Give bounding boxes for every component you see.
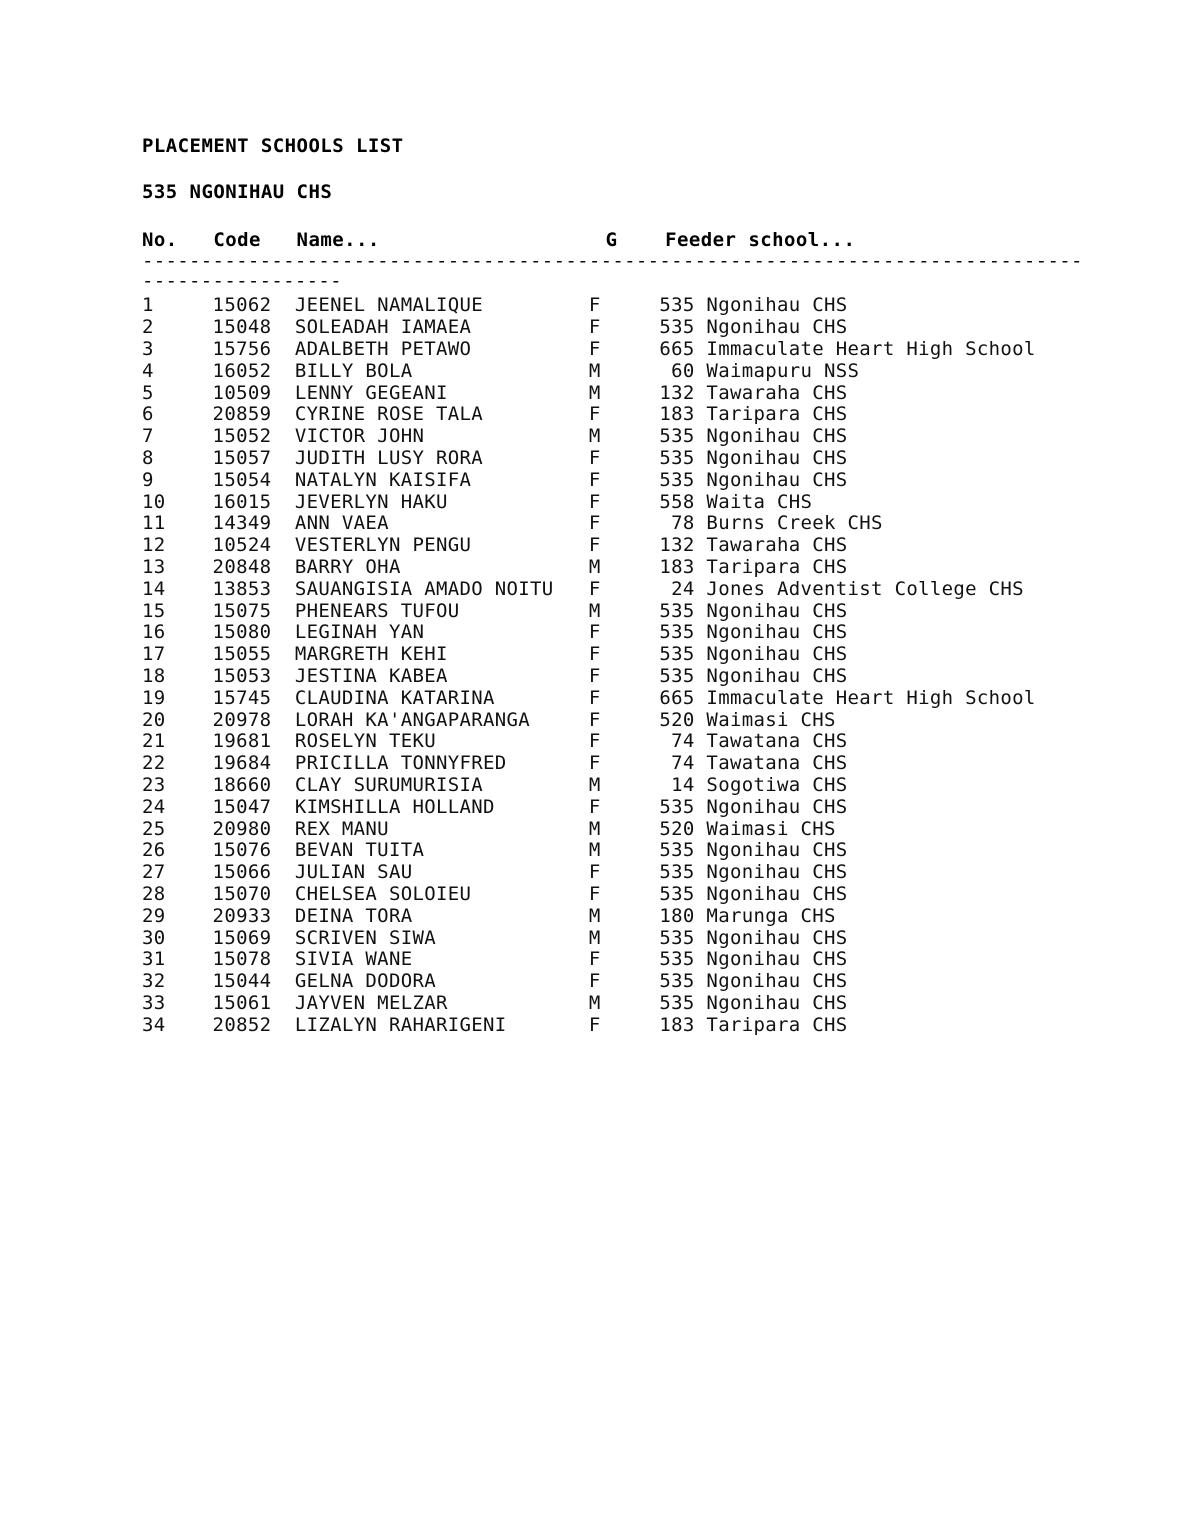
table-row: 27 15066 JULIAN SAU F 535 Ngonihau CHS [142, 861, 848, 884]
table-row: 15 15075 PHENEARS TUFOU M 535 Ngonihau CHS [142, 599, 848, 622]
spacer-after-title [142, 158, 1142, 182]
table-row: 24 15047 KIMSHILLA HOLLAND F 535 Ngonihau CHS [142, 795, 848, 818]
table-row: 19 15745 CLAUDINA KATARINA F 665 Immaculate Heart High School [142, 686, 1036, 709]
table-row: 22 19684 PRICILLA TONNYFRED F 74 Tawatana CHS [142, 752, 848, 775]
table-header-row: No. Code Name... G Feeder school... [142, 228, 856, 251]
table-row: 32 15044 GELNA DODORA F 535 Ngonihau CHS [142, 970, 848, 993]
table-row: 21 19681 ROSELYN TEKU F 74 Tawatana CHS [142, 730, 848, 753]
table-row: 14 13853 SAUANGISIA AMADO NOITU F 24 Jones Adventist College CHS [142, 577, 1024, 600]
table-row: 4 16052 BILLY BOLA M 60 Waimapuru NSS [142, 359, 860, 382]
table-row: 29 20933 DEINA TORA M 180 Marunga CHS [142, 904, 836, 927]
table-row: 10 16015 JEVERLYN HAKU F 558 Waita CHS [142, 490, 813, 513]
table-row: 2 15048 SOLEADAH IAMAEA F 535 Ngonihau CHS [142, 316, 848, 339]
table-row: 23 18660 CLAY SURUMURISIA M 14 Sogotiwa CHS [142, 773, 848, 796]
document-body [142, 136, 1142, 1036]
table-row: 6 20859 CYRINE ROSE TALA F 183 Taripara CHS [142, 403, 848, 426]
table-row: 31 15078 SIVIA WANE F 535 Ngonihau CHS [142, 948, 848, 971]
table-row: 3 15756 ADALBETH PETAWO F 665 Immaculate Heart High School [142, 337, 1036, 360]
table-row: 8 15057 JUDITH LUSY RORA F 535 Ngonihau CHS [142, 446, 848, 469]
table-row: 33 15061 JAYVEN MELZAR M 535 Ngonihau CHS [142, 991, 848, 1014]
table-row: 5 10509 LENNY GEGEANI M 132 Tawaraha CHS [142, 381, 848, 404]
table-row: 17 15055 MARGRETH KEHI F 535 Ngonihau CHS [142, 643, 848, 666]
page-title: PLACEMENT SCHOOLS LIST [142, 135, 404, 157]
table-row: 16 15080 LEGINAH YAN F 535 Ngonihau CHS [142, 621, 848, 644]
school-heading: 535 NGONIHAU CHS [142, 180, 333, 203]
table-row: 1 15062 JEENEL NAMALIQUE F 535 Ngonihau CHS [142, 294, 848, 317]
table-row: 28 15070 CHELSEA SOLOIEU F 535 Ngonihau CHS [142, 882, 848, 905]
table-body [142, 295, 1142, 1036]
separator-line-primary: -------------------------------------------------------------------------------- [142, 250, 1083, 273]
table-row: 18 15053 JESTINA KABEA F 535 Ngonihau CHS [142, 664, 848, 687]
table-row: 26 15076 BEVAN TUITA M 535 Ngonihau CHS [142, 839, 848, 862]
table-row: 34 20852 LIZALYN RAHARIGENI F 183 Taripara CHS [142, 1013, 848, 1036]
table-row: 9 15054 NATALYN KAISIFA F 535 Ngonihau CHS [142, 468, 848, 491]
table-row: 11 14349 ANN VAEA F 78 Burns Creek CHS [142, 512, 883, 535]
table-row: 12 10524 VESTERLYN PENGU F 132 Tawaraha CHS [142, 534, 848, 557]
table-row: 13 20848 BARRY OHA M 183 Taripara CHS [142, 555, 848, 578]
table-row: 25 20980 REX MANU M 520 Waimasi CHS [142, 817, 836, 840]
table-row: 30 15069 SCRIVEN SIWA M 535 Ngonihau CHS [142, 926, 848, 949]
spacer-after-heading [142, 204, 1142, 230]
separator-line-wrap: ----------------- [142, 270, 342, 293]
table-row: 20 20978 LORAH KA'ANGAPARANGA F 520 Waimasi CHS [142, 708, 836, 731]
table-row: 7 15052 VICTOR JOHN M 535 Ngonihau CHS [142, 425, 848, 448]
